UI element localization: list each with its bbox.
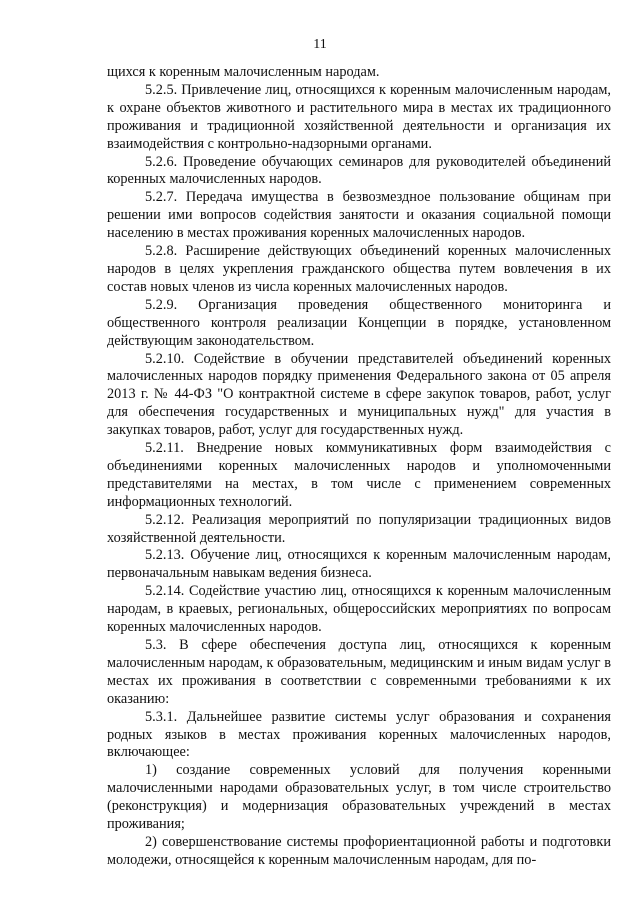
paragraph-5-2-7: 5.2.7. Передача имущества в безвозмездное пользование общинам при решении ими вопросов содействия занятости и оказания социальной помощи населению в местах проживания коренных малочисленных народов. <box>107 189 611 242</box>
paragraph-5-2-14: 5.2.14. Содействие участию лиц, относящихся к коренным малочисленным народам, в краевых, региональных, общероссийских мероприятиях по вопросам коренных малочисленных народов. <box>107 583 611 636</box>
list-item-1: 1) создание современных условий для получения коренными малочисленными народами образовательных услуг, в том числе строительство (реконструкция) и модернизация образовательных учреждений в местах проживания; <box>107 762 611 833</box>
paragraph-5-2-6: 5.2.6. Проведение обучающих семинаров для руководителей объединений коренных малочисленных народов. <box>107 153 611 188</box>
body-text <box>107 64 611 870</box>
paragraph-5-3-1: 5.3.1. Дальнейшее развитие системы услуг образования и сохранения родных языков в местах проживания коренных малочисленных народов, включающее: <box>107 708 611 761</box>
paragraph-5-2-13: 5.2.13. Обучение лиц, относящихся к коренным малочисленным народам, первоначальным навыкам ведения бизнеса. <box>107 547 611 582</box>
paragraph-5-2-9: 5.2.9. Организация проведения общественного мониторинга и общественного контроля реализации Концепции в порядке, установленном действующим законодательством. <box>107 296 611 349</box>
paragraph-5-2-10: 5.2.10. Содействие в обучении представителей объединений коренных малочисленных народов порядку применения Федерального закона от 05 апреля 2013 г. № 44-ФЗ "О контрактной системе в сфере закупок товаров, работ, услуг для обеспечения государственных и муниципальных нужд" для участия в закупках товаров, работ, услуг для государственных нужд. <box>107 350 611 439</box>
page-number: 11 <box>313 37 327 52</box>
paragraph-5-2-5: 5.2.5. Привлечение лиц, относящихся к коренным малочисленным народам, к охране объектов животного и растительного мира в местах их традиционного проживания и традиционной хозяйственной деятельности и организация их взаимодействия с контрольно-надзорными органами. <box>107 81 611 152</box>
paragraph-5-2-12: 5.2.12. Реализация мероприятий по популяризации традиционных видов хозяйственной деятельности. <box>107 511 611 546</box>
paragraph-5-2-8: 5.2.8. Расширение действующих объединений коренных малочисленных народов в целях укрепления гражданского общества путем вовлечения в их состав новых членов из числа коренных малочисленных народов. <box>107 243 611 295</box>
paragraph-5-2-11: 5.2.11. Внедрение новых коммуникативных форм взаимодействия с объединениями коренных малочисленных народов и уполномоченными представителями на местах, в том числе с применением современных информационных технологий. <box>107 440 611 510</box>
paragraph-continuation: щихся к коренным малочисленным народам. <box>107 64 380 80</box>
paragraph-5-3: 5.3. В сфере обеспечения доступа лиц, относящихся к коренным малочисленным народам, к образовательным, медицинским и иным видам услуг в местах их проживания в соответствии с современными требованиями к их оказанию: <box>107 637 611 707</box>
list-item-2: 2) совершенствование системы профориентационной работы и подготовки молодежи, относящейся к коренным малочисленным народам, для по- <box>107 833 611 868</box>
